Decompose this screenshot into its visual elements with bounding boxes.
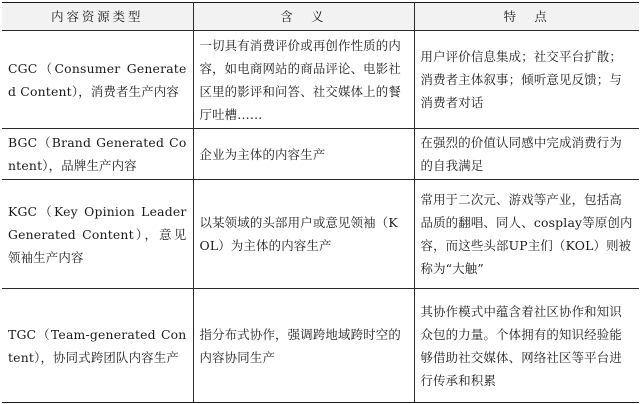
header-row <box>2 3 639 31</box>
cell-meaning-kgc: 以某领域的头部用户或意见领袖（KOL）为主体的内容生产 <box>193 180 414 289</box>
table-row-cgc <box>2 31 639 129</box>
cell-meaning-tgc: 指分布式协作，强调跨地域跨时空的内容协同生产 <box>193 289 414 403</box>
cell-type-bgc: BGC（Brand Generated Content），品牌生产内容 <box>2 129 193 180</box>
cell-features-cgc: 用户评价信息集成；社交平台扩散；消费者主体叙事；倾听意见反馈；与消费者对话 <box>414 31 639 129</box>
table-row-kgc <box>2 180 639 289</box>
cell-type-cgc: CGC（Consumer Generated Content），消费者生产内容 <box>2 31 193 129</box>
cell-features-bgc: 在强烈的价值认同感中完成消费行为的自我满足 <box>414 129 639 180</box>
cell-type-tgc: TGC（Team-generated Content），协同式跨团队内容生产 <box>2 289 193 403</box>
content-resource-table <box>2 2 639 403</box>
header-features: 特 点 <box>414 3 639 31</box>
cell-type-kgc: KGC（Key Opinion Leader Generated Content），意见领袖生产内容 <box>2 180 193 289</box>
cell-meaning-bgc: 企业为主体的内容生产 <box>193 129 414 180</box>
header-meaning: 含 义 <box>193 3 414 31</box>
table-row-tgc <box>2 289 639 403</box>
header-type: 内容资源类型 <box>2 3 193 31</box>
cell-meaning-cgc: 一切具有消费评价或再创作性质的内容，如电商网站的商品评论、电影社区里的影评和问答、社交媒体上的餐厅吐槽…… <box>193 31 414 129</box>
cell-features-tgc: 其协作模式中蕴含着社区协作和知识众包的力量。个体拥有的知识经验能够借助社交媒体、网络社区等平台进行传承和积累 <box>414 289 639 403</box>
cell-features-kgc: 常用于二次元、游戏等产业，包括高品质的翻唱、同人、cosplay等原创内容，而这些头部UP主们（KOL）则被称为“大触” <box>414 180 639 289</box>
table-row-bgc <box>2 129 639 180</box>
